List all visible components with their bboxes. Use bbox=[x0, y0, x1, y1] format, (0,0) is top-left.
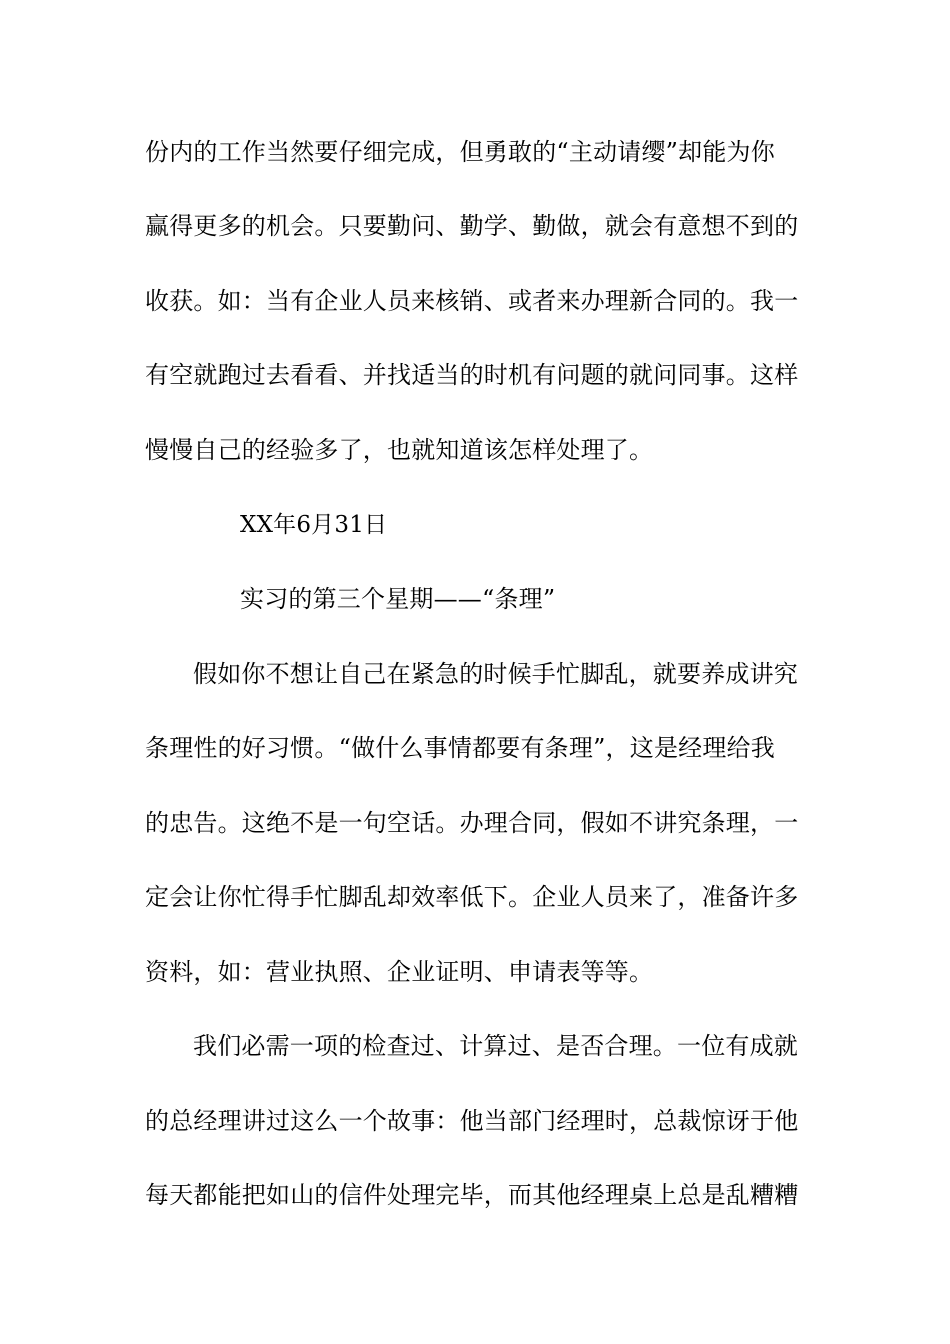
date-line: XX年6月31日 bbox=[240, 512, 388, 538]
section-heading: 实习的第三个星期——“条理” bbox=[240, 585, 556, 613]
paragraph-line: 慢慢自己的经验多了，也就知道该怎样处理了。 bbox=[145, 436, 654, 464]
paragraph-line: 的总经理讲过这么一个故事：他当部门经理时，总裁惊讶于他 bbox=[145, 1107, 799, 1135]
paragraph-line: 资料，如：营业执照、企业证明、申请表等等。 bbox=[145, 958, 654, 986]
paragraph-line: 有空就跑过去看看、并找适当的时机有问题的就问同事。这样 bbox=[145, 361, 799, 389]
paragraph-line: 每天都能把如山的信件处理完毕，而其他经理桌上总是乱糟糟 bbox=[145, 1181, 799, 1209]
paragraph-line: 收获。如：当有企业人员来核销、或者来办理新合同的。我一 bbox=[145, 287, 799, 315]
paragraph-line: 份内的工作当然要仔细完成，但勇敢的“主动请缨”却能为你 bbox=[145, 138, 775, 166]
paragraph-line: 的忠告。这绝不是一句空话。办理合同，假如不讲究条理，一 bbox=[145, 809, 799, 837]
paragraph-line: 我们必需一项的检查过、计算过、是否合理。一位有成就 bbox=[193, 1032, 798, 1060]
paragraph-line: 假如你不想让自己在紧急的时候手忙脚乱，就要养成讲究 bbox=[193, 660, 798, 688]
paragraph-line: 条理性的好习惯。“做什么事情都要有条理”，这是经理给我 bbox=[145, 734, 775, 762]
paragraph-line: 赢得更多的机会。只要勤问、勤学、勤做，就会有意想不到的 bbox=[145, 212, 799, 240]
paragraph-line: 定会让你忙得手忙脚乱却效率低下。企业人员来了，准备许多 bbox=[145, 883, 799, 911]
